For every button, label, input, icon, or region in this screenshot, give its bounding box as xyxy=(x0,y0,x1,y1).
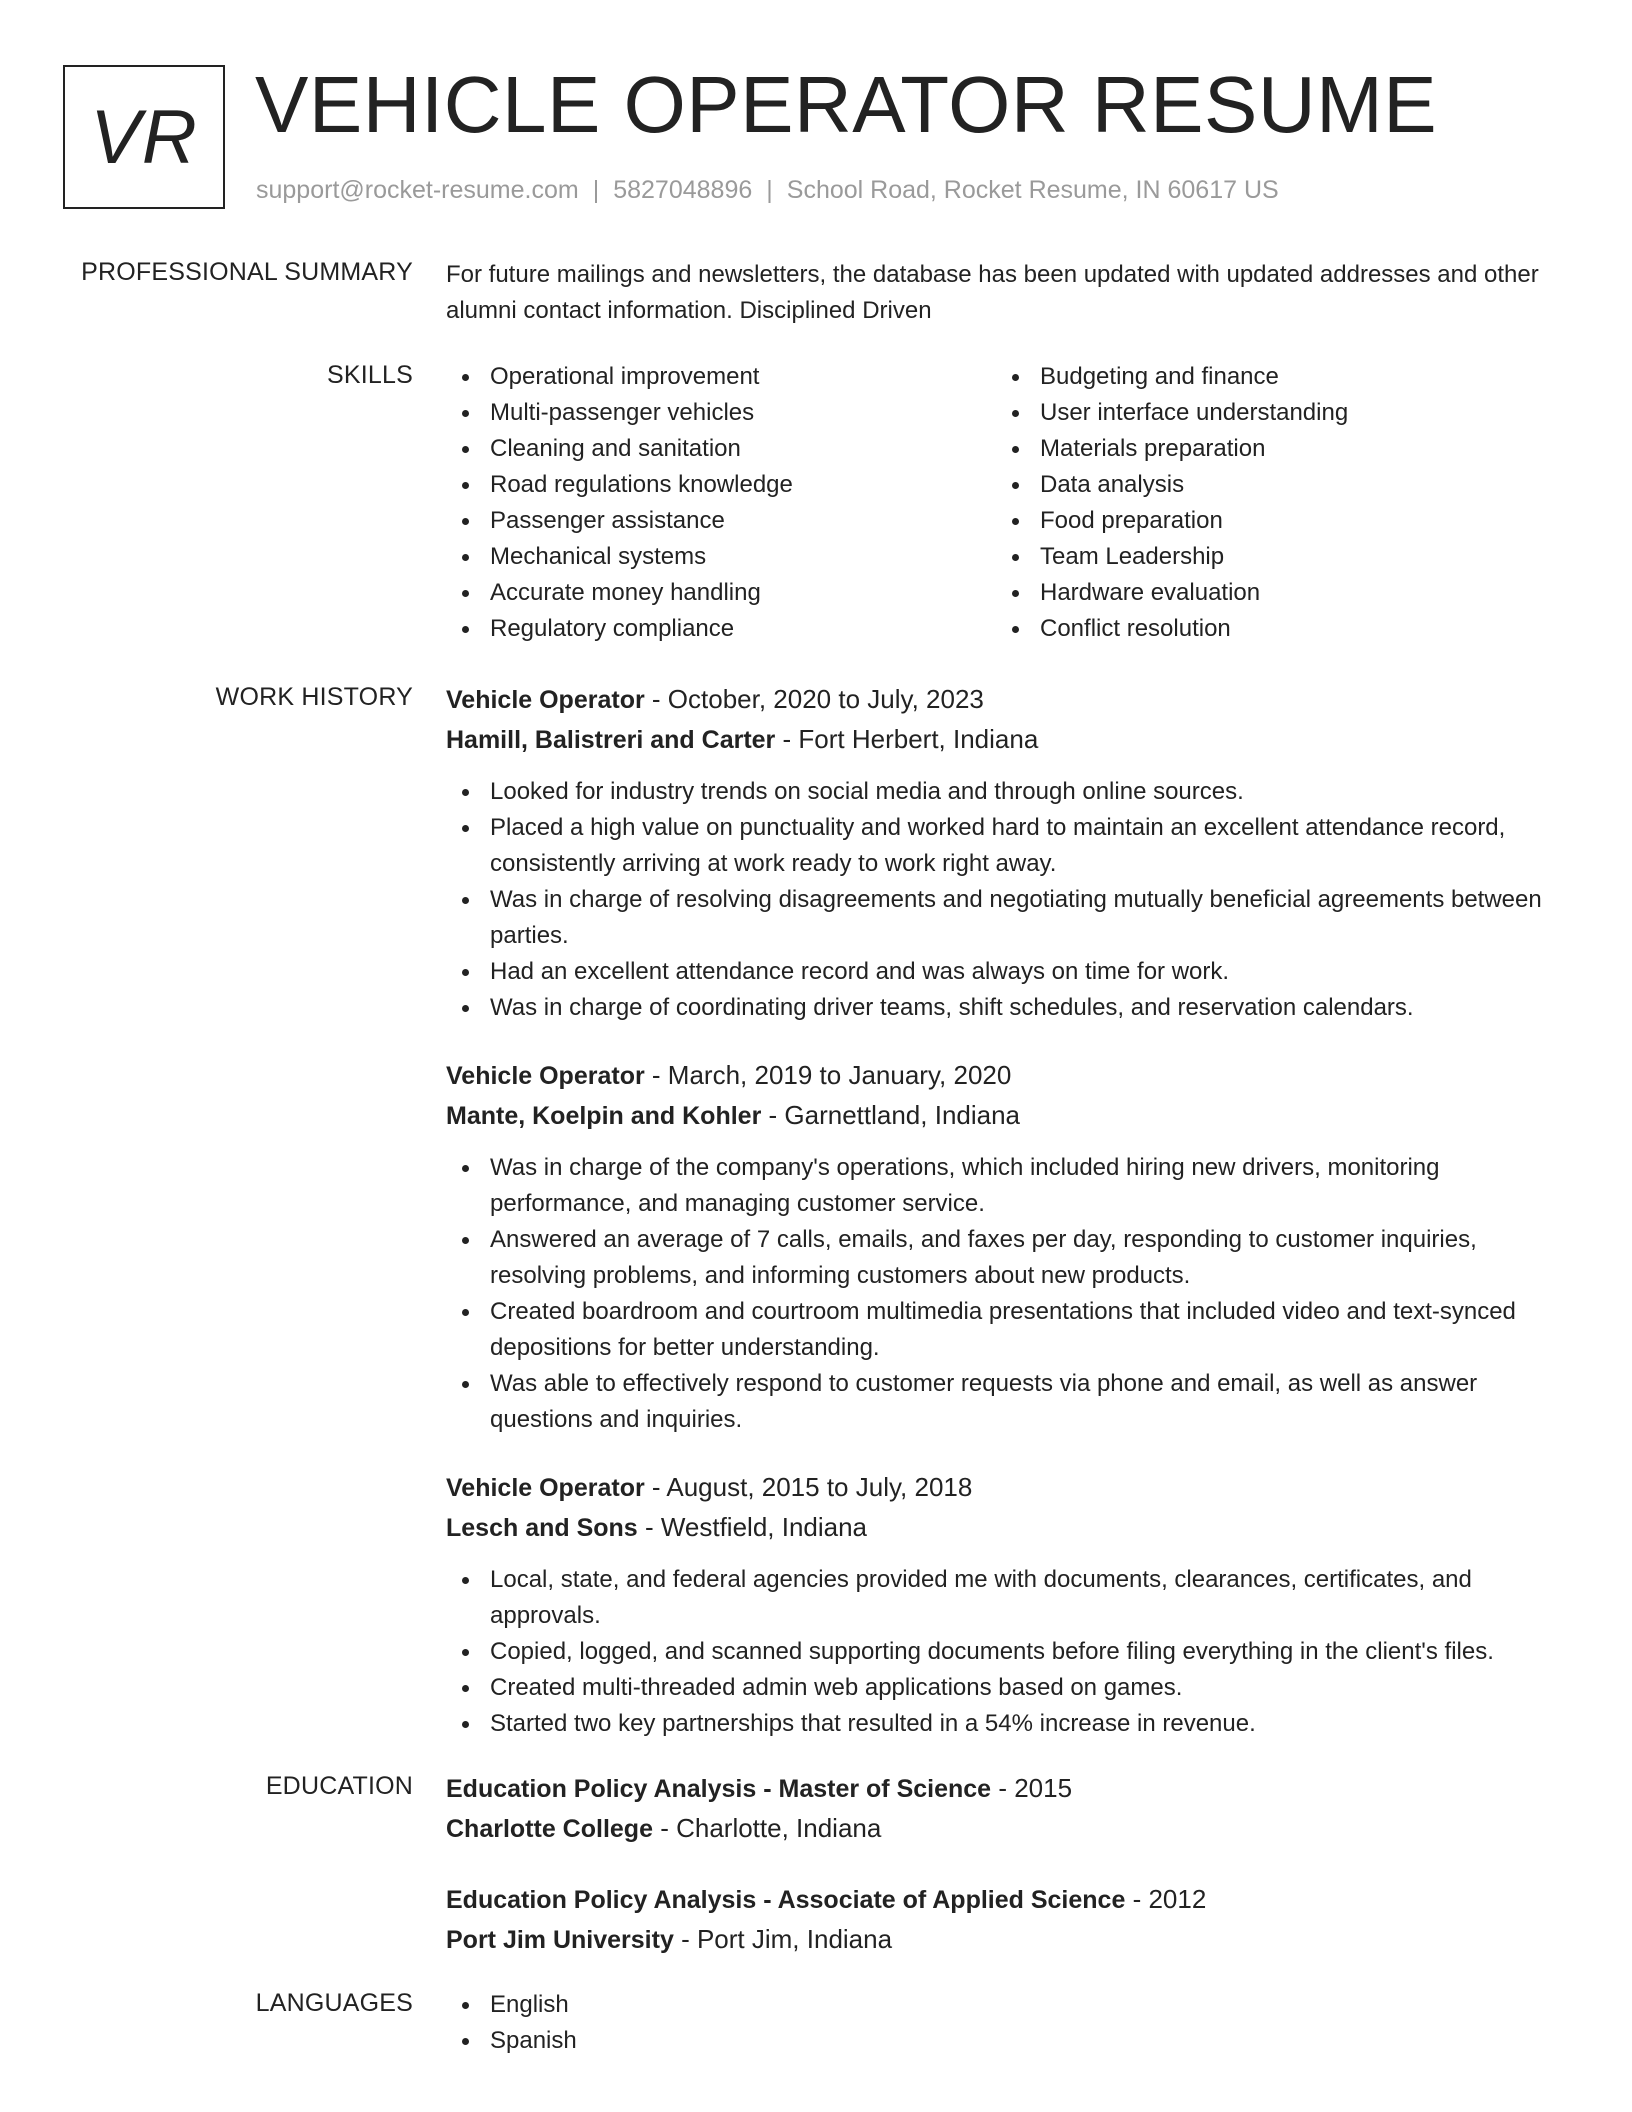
duty-item: Created multi-threaded admin web applications based on games. xyxy=(446,1670,1546,1706)
contact-separator: | xyxy=(766,176,773,204)
monogram-box xyxy=(63,65,225,209)
skill-item: Passenger assistance xyxy=(446,503,996,539)
contact-email[interactable]: support@rocket-resume.com xyxy=(256,176,579,204)
duty-item: Started two key partnerships that resulted in a 54% increase in revenue. xyxy=(446,1706,1546,1742)
language-item: Spanish xyxy=(446,2023,1546,2059)
graduation-year: - 2012 xyxy=(1125,1884,1207,1914)
skills-list-right xyxy=(996,359,1546,647)
duty-item: Was in charge of resolving disagreements and negotiating mutually beneficial agreements between parties. xyxy=(446,882,1546,954)
job-entry xyxy=(446,680,1546,1026)
skill-item: User interface understanding xyxy=(996,395,1546,431)
job-title: Vehicle Operator xyxy=(446,1474,645,1502)
degree: Education Policy Analysis - Master of Science xyxy=(446,1775,992,1803)
job-company: Hamill, Balistreri and Carter xyxy=(446,726,776,754)
duty-item: Was in charge of coordinating driver teams, shift schedules, and reservation calendars. xyxy=(446,990,1546,1026)
job-company: Lesch and Sons xyxy=(446,1514,638,1542)
skill-item: Hardware evaluation xyxy=(996,575,1546,611)
job-duties xyxy=(446,774,1546,1026)
education-entry xyxy=(446,1769,1546,1849)
skill-item: Conflict resolution xyxy=(996,611,1546,647)
job-dates: - August, 2015 to July, 2018 xyxy=(644,1472,973,1502)
education-heading: EDUCATION xyxy=(265,1772,413,1800)
job-entry xyxy=(446,1056,1546,1438)
school-location: - Port Jim, Indiana xyxy=(673,1924,893,1954)
job-title-line xyxy=(446,1056,1546,1096)
summary-text: For future mailings and newsletters, the database has been updated with updated addresses and other alumni contact information. Disciplined Driven xyxy=(446,261,1539,324)
skills-body xyxy=(446,359,1546,647)
job-location: - Fort Herbert, Indiana xyxy=(775,724,1039,754)
skills-heading: SKILLS xyxy=(327,361,413,389)
languages-list xyxy=(446,1987,1546,2059)
skill-item: Operational improvement xyxy=(446,359,996,395)
duty-item: Answered an average of 7 calls, emails, and faxes per day, responding to customer inquiries, resolving problems, and informing customers about new products. xyxy=(446,1222,1546,1294)
job-location: - Garnettland, Indiana xyxy=(761,1100,1021,1130)
job-company-line xyxy=(446,1508,1546,1548)
job-company: Mante, Koelpin and Kohler xyxy=(446,1102,762,1130)
degree: Education Policy Analysis - Associate of Applied Science xyxy=(446,1886,1126,1914)
skills-list-left xyxy=(446,359,996,647)
work-history-heading: WORK HISTORY xyxy=(215,683,413,711)
contact-phone[interactable]: 5827048896 xyxy=(613,176,753,204)
job-title-line xyxy=(446,680,1546,720)
duty-item: Local, state, and federal agencies provided me with documents, clearances, certificates, and approvals. xyxy=(446,1562,1546,1634)
monogram-initials: VR xyxy=(90,94,198,180)
duty-item: Placed a high value on punctuality and worked hard to maintain an excellent attendance record, consistently arriving at work ready to work right away. xyxy=(446,810,1546,882)
skill-item: Regulatory compliance xyxy=(446,611,996,647)
job-company-line xyxy=(446,720,1546,760)
skills-columns xyxy=(446,359,1546,647)
resume-header xyxy=(63,60,1563,215)
language-item: English xyxy=(446,1987,1546,2023)
job-title-line xyxy=(446,1468,1546,1508)
summary-heading: PROFESSIONAL SUMMARY xyxy=(81,258,413,286)
contact-address: School Road, Rocket Resume, IN 60617 US xyxy=(786,176,1279,204)
job-location: - Westfield, Indiana xyxy=(637,1512,868,1542)
skill-item: Cleaning and sanitation xyxy=(446,431,996,467)
skill-item: Mechanical systems xyxy=(446,539,996,575)
job-duties xyxy=(446,1150,1546,1438)
job-entry xyxy=(446,1468,1546,1742)
skill-item: Budgeting and finance xyxy=(996,359,1546,395)
job-title: Vehicle Operator xyxy=(446,686,645,714)
job-title: Vehicle Operator xyxy=(446,1062,645,1090)
skill-item: Food preparation xyxy=(996,503,1546,539)
duty-item: Created boardroom and courtroom multimedia presentations that included video and text-synced depositions for better understanding. xyxy=(446,1294,1546,1366)
duty-item: Had an excellent attendance record and was always on time for work. xyxy=(446,954,1546,990)
school-line xyxy=(446,1920,1546,1960)
skill-item: Data analysis xyxy=(996,467,1546,503)
contact-separator: | xyxy=(592,176,600,204)
languages-body xyxy=(446,1987,1546,2059)
contact-line xyxy=(256,176,1279,205)
resume-title: VEHICLE OPERATOR RESUME xyxy=(255,60,1438,149)
job-duties xyxy=(446,1562,1546,1742)
education-body xyxy=(446,1769,1546,1991)
work-history-body xyxy=(446,680,1546,1772)
degree-line xyxy=(446,1769,1546,1809)
skill-item: Multi-passenger vehicles xyxy=(446,395,996,431)
degree-line xyxy=(446,1880,1546,1920)
duty-item: Copied, logged, and scanned supporting documents before filing everything in the client's files. xyxy=(446,1634,1546,1670)
school: Charlotte College xyxy=(446,1815,653,1843)
job-dates: - March, 2019 to January, 2020 xyxy=(644,1060,1012,1090)
skill-item: Team Leadership xyxy=(996,539,1546,575)
skill-item: Road regulations knowledge xyxy=(446,467,996,503)
school-line xyxy=(446,1809,1546,1849)
skill-item: Accurate money handling xyxy=(446,575,996,611)
education-entry xyxy=(446,1880,1546,1960)
job-dates: - October, 2020 to July, 2023 xyxy=(644,684,984,714)
school-location: - Charlotte, Indiana xyxy=(652,1813,882,1843)
school: Port Jim University xyxy=(446,1926,674,1954)
graduation-year: - 2015 xyxy=(991,1773,1073,1803)
duty-item: Was in charge of the company's operations, which included hiring new drivers, monitoring performance, and managing customer service. xyxy=(446,1150,1546,1222)
duty-item: Looked for industry trends on social media and through online sources. xyxy=(446,774,1546,810)
skill-item: Materials preparation xyxy=(996,431,1546,467)
duty-item: Was able to effectively respond to customer requests via phone and email, as well as answer questions and inquiries. xyxy=(446,1366,1546,1438)
job-company-line xyxy=(446,1096,1546,1136)
languages-heading: LANGUAGES xyxy=(255,1989,413,2017)
